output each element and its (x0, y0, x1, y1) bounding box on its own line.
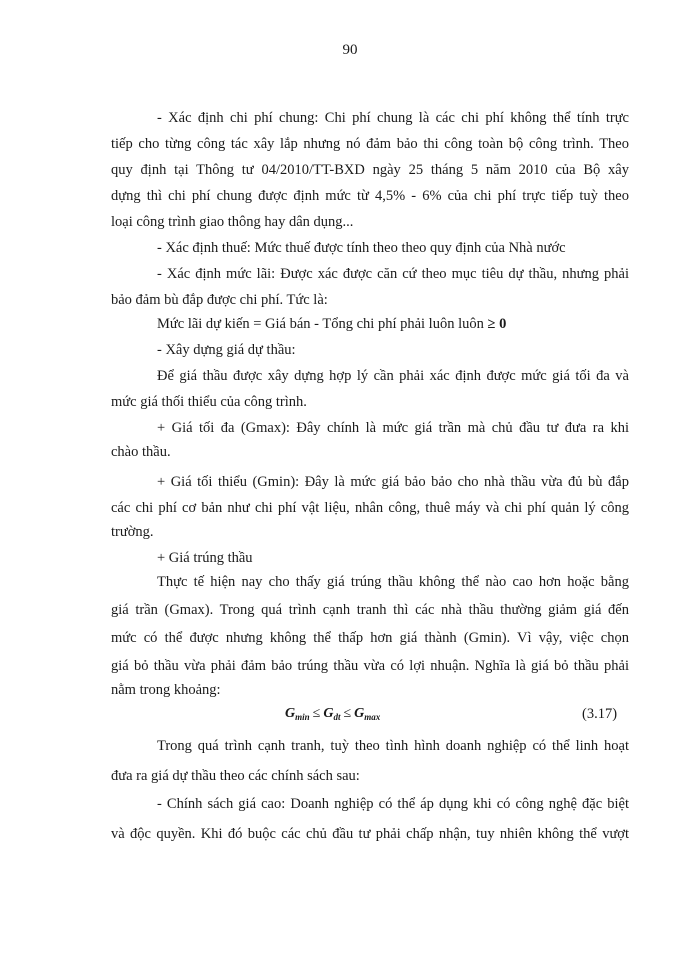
text-line: - Chính sách giá cao: Doanh nghiệp có thể áp dụng khi có công nghệ đặc biệt (157, 796, 629, 812)
text-line: + Giá tối đa (Gmax): Đây chính là mức giá trần mà chủ đầu tư đưa ra khi (157, 420, 629, 436)
text-line: bảo đảm bù đắp được chi phí. Tức là: (111, 292, 328, 308)
formula-g-min: $G_{min}$ (285, 706, 310, 722)
page-number: 90 (342, 42, 358, 58)
text-line: chào thầu. (111, 444, 171, 460)
text-line: giá trần (Gmax). Trong quá trình cạnh tranh thì các nhà thầu thường giảm giá đến (111, 602, 629, 618)
text-line: Để giá thầu được xây dựng hợp lý cần phải xác định được mức giá tối đa và (157, 368, 629, 384)
text-line: dựng thì chi phí chung được định mức từ 4,5% - 6% của chi phí trực tiếp tuỳ theo (111, 188, 629, 204)
text-line: - Xây dựng giá dự thầu: (157, 342, 296, 358)
text-line: loại công trình giao thông hay dân dụng... (111, 214, 354, 230)
formula-op-1: ≤ (312, 706, 321, 721)
text-line: - Xác định mức lãi: Được xác được căn cứ theo mục tiêu dự thầu, nhưng phải (157, 266, 629, 282)
text-line: Thực tế hiện nay cho thấy giá trúng thầu không thể nào cao hơn hoặc bằng (157, 574, 629, 590)
formula-op-2: ≤ (343, 706, 352, 721)
text-line: nằm trong khoảng: (111, 682, 221, 698)
text-line: và độc quyền. Khi đó buộc các chủ đầu tư phải chấp nhận, tuy nhiên không thể vượt (111, 826, 629, 842)
text-line: quy định tại Thông tư 04/2010/TT-BXD ngày 25 tháng 5 năm 2010 của Bộ xây (111, 162, 629, 178)
formula-g-dt: $G_{dt}$ (323, 706, 341, 722)
text-line: mức có thể được nhưng không thể thấp hơn giá thành (Gmin). Vì vậy, việc chọn (111, 630, 629, 646)
text-line: mức giá thối thiểu của công trình. (111, 394, 307, 410)
text-line: tiếp cho từng công tác xây lắp nhưng nó đảm bảo thi công toàn bộ công trình. Theo (111, 136, 629, 152)
text-line: + Giá tối thiểu (Gmin): Đây là mức giá bảo bảo cho nhà thầu vừa đủ bù đắp (157, 474, 629, 490)
text-line: đưa ra giá dự thầu theo các chính sách sau: (111, 768, 360, 784)
inequality-symbol: ≥ 0 (487, 316, 507, 332)
profit-equation (157, 314, 506, 334)
text-line: các chi phí cơ bản như chi phí vật liệu, nhân công, thuê máy và chi phí quản lý công (111, 500, 629, 516)
profit-equation-text: Mức lãi dự kiến = Giá bán - Tổng chi phí phải luôn luôn (157, 316, 484, 332)
equation-number: (3.17) (582, 706, 618, 722)
text-line: - Xác định chi phí chung: Chi phí chung là các chi phí không thể tính trực (157, 110, 629, 126)
text-line: - Xác định thuế: Mức thuế được tính theo theo quy định của Nhà nước (157, 240, 566, 256)
text-line: giá bỏ thầu vừa phải đảm bảo trúng thầu vừa có lợi nhuận. Nghĩa là giá bỏ thầu phải (111, 658, 629, 674)
text-line: + Giá trúng thầu (157, 550, 253, 566)
text-line: trường. (111, 524, 154, 540)
formula-3-17 (285, 704, 380, 727)
text-line: Trong quá trình cạnh tranh, tuỳ theo tình hình doanh nghiệp có thể linh hoạt (157, 738, 629, 754)
formula-g-max: $G_{max}$ (354, 706, 381, 722)
